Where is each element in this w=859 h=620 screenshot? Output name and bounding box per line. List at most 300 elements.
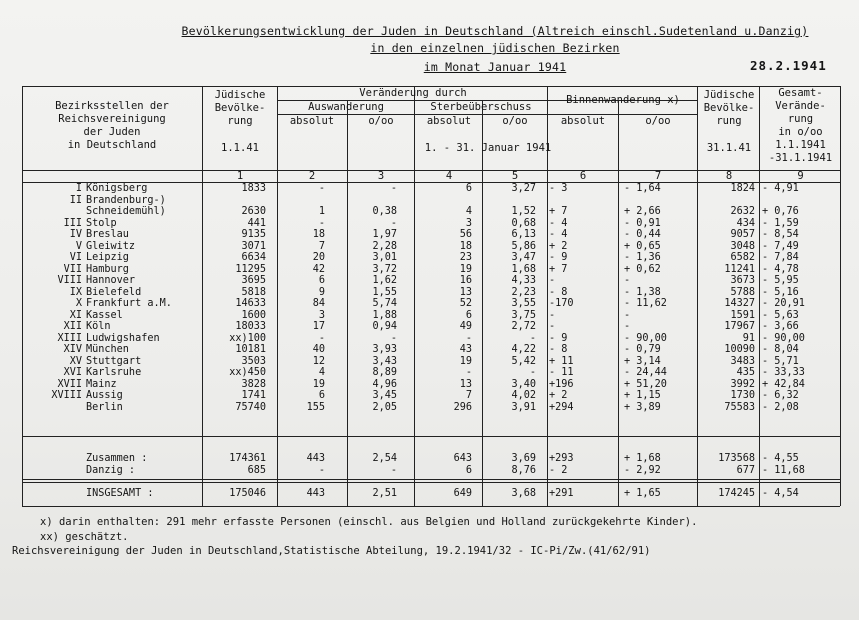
column-number: 9 (797, 170, 804, 182)
death-surplus-permille: 4,02 (511, 390, 536, 401)
emigration-permille: 5,74 (372, 298, 397, 309)
table-row (22, 275, 840, 286)
total-change: - 5,95 (762, 275, 799, 286)
internal-migration-absolute: - (549, 275, 556, 286)
emigration-absolute: 18 (312, 229, 325, 240)
total-change: - 5,71 (762, 355, 799, 367)
emigration-permille: - (390, 217, 397, 229)
internal-migration-absolute: - 8 (549, 344, 568, 355)
emigration-absolute: 40 (312, 344, 325, 355)
population-end: 435 (736, 367, 755, 378)
table-row (22, 402, 840, 413)
internal-migration-permille: - (624, 275, 631, 286)
internal-migration-permille: - 1,38 (624, 286, 661, 298)
emigration-permille: 3,45 (372, 390, 397, 401)
population-start: 11295 (235, 263, 266, 275)
rule-sum (22, 436, 840, 437)
internal-migration-absolute: - 9 (549, 332, 568, 344)
header-total-line: 1.1.1941 (775, 139, 826, 151)
header-emigration: Auswanderung (308, 101, 384, 113)
rule-total-top2 (22, 482, 840, 483)
emigration-permille: 0,38 (372, 206, 397, 217)
population-end: 173568 (718, 453, 755, 464)
death-surplus-absolute: 6 (465, 464, 472, 476)
internal-migration-absolute: - 9 (549, 252, 568, 263)
header-districts-line: Reichsvereinigung (58, 113, 166, 125)
header-total-line: -31.1.1941 (768, 152, 833, 164)
internal-migration-absolute: - 8 (549, 286, 568, 298)
population-start: 175046 (229, 488, 266, 499)
district-name: Hannover (86, 275, 136, 286)
district-number: XII (63, 321, 82, 332)
total-change: - 11,68 (762, 464, 805, 476)
internal-migration-permille: - 11,62 (624, 298, 667, 309)
total-change: - 1,59 (762, 217, 799, 229)
district-name: Ludwigshafen (86, 332, 160, 344)
death-surplus-absolute: 296 (453, 401, 472, 413)
population-end: 1730 (730, 390, 755, 401)
population-start: 18033 (235, 321, 266, 332)
emigration-absolute: 84 (312, 298, 325, 309)
district-number: VII (63, 263, 82, 275)
internal-migration-absolute: +291 (549, 488, 574, 499)
death-surplus-absolute: 43 (459, 344, 472, 355)
column-number: 5 (511, 170, 519, 182)
header-pm-1: o/oo (368, 115, 394, 127)
district-number: XVI (63, 367, 82, 378)
district-name: München (86, 344, 129, 355)
table-row (22, 333, 840, 344)
death-surplus-absolute: 49 (459, 321, 472, 332)
population-start: 6634 (241, 252, 266, 263)
header-districts (24, 100, 200, 152)
internal-migration-absolute: - (549, 309, 556, 321)
emigration-permille: 1,62 (372, 275, 397, 286)
population-end: 14327 (724, 298, 755, 309)
population-start: 9135 (241, 229, 266, 240)
death-surplus-permille: - (529, 332, 536, 344)
document-subtitle: in den einzelnen jüdischen Bezirken (370, 41, 620, 55)
district-name: Hamburg (86, 263, 129, 275)
emigration-absolute: - (318, 217, 325, 229)
total-change: - 8,04 (762, 344, 799, 355)
emigration-absolute: 3 (318, 309, 325, 321)
emigration-absolute: 6 (318, 390, 325, 401)
district-number: X (75, 298, 82, 309)
death-surplus-permille: 1,52 (511, 206, 536, 217)
internal-migration-permille: + 2,66 (624, 206, 661, 217)
internal-migration-permille: - 0,44 (624, 229, 661, 240)
column-number: 1 (236, 170, 244, 182)
total-change: - 4,55 (762, 453, 799, 464)
header-change: Veränderung durch (359, 87, 467, 99)
table-row (22, 379, 840, 390)
population-start: 1600 (241, 309, 266, 321)
death-surplus-permille: 1,68 (511, 263, 536, 275)
document-title: Bevölkerungsentwicklung der Juden in Deutschland (Altreich einschl.Sudetenland u.Danzig) (181, 24, 809, 38)
emigration-absolute: - (318, 464, 325, 476)
total-change: + 0,76 (762, 206, 799, 217)
population-end: 677 (736, 464, 755, 476)
header-pop-line: Jüdische (214, 89, 266, 101)
emigration-permille: 2,51 (372, 488, 397, 499)
column-number: 6 (579, 170, 587, 182)
population-start: 3695 (241, 275, 266, 286)
table-row (22, 321, 840, 332)
district-name: Königsberg (86, 183, 148, 194)
emigration-permille: 4,96 (372, 378, 397, 390)
total-change: - 6,32 (762, 390, 799, 401)
district-name: Aussig (86, 390, 123, 401)
internal-migration-absolute: +293 (549, 453, 574, 464)
table-row (22, 195, 840, 206)
emigration-permille: 1,97 (372, 229, 397, 240)
district-number: II (69, 194, 82, 206)
population-end: 174245 (718, 488, 755, 499)
death-surplus-absolute: 6 (465, 309, 472, 321)
population-end: 5788 (730, 286, 755, 298)
emigration-permille: - (390, 183, 397, 194)
population-end: 6582 (730, 252, 755, 263)
internal-migration-absolute: -170 (549, 298, 574, 309)
population-start: xx)450 (229, 367, 266, 378)
table-row (22, 252, 840, 263)
total-change: - 7,84 (762, 252, 799, 263)
internal-migration-absolute: +294 (549, 401, 574, 413)
death-surplus-absolute: - (465, 367, 472, 378)
death-surplus-permille: 8,76 (511, 464, 536, 476)
district-name: Frankfurt a.M. (86, 298, 172, 309)
header-abs-3: absolut (560, 115, 606, 127)
population-start: 3828 (241, 378, 266, 390)
internal-migration-permille: + 3,89 (624, 401, 661, 413)
column-number: 4 (445, 170, 453, 182)
emigration-absolute: 20 (312, 252, 325, 263)
population-start: 5818 (241, 286, 266, 298)
header-total-change (761, 87, 840, 165)
death-surplus-permille: 6,13 (511, 229, 536, 240)
district-number: I (75, 183, 82, 194)
internal-migration-permille: + 3,14 (624, 355, 661, 367)
table-row (22, 488, 840, 499)
emigration-permille: 3,72 (372, 263, 397, 275)
internal-migration-permille: - 1,64 (624, 183, 661, 194)
district-number: IX (69, 286, 82, 298)
header-population-start (204, 89, 276, 155)
district-number: V (75, 240, 82, 252)
death-surplus-permille: 3,47 (511, 252, 536, 263)
emigration-absolute: 443 (306, 453, 325, 464)
population-start: 1741 (241, 390, 266, 401)
internal-migration-permille: - (624, 309, 631, 321)
header-abs-2: absolut (426, 115, 472, 127)
district-name: Stolp (86, 217, 117, 229)
population-end: 434 (736, 217, 755, 229)
header-internal-migration: Binnenwanderung x) (566, 94, 680, 106)
footnote-source: Reichsvereinigung der Juden in Deutschland,Statistische Abteilung, 19.2.1941/32 - IC-Pi/Zw.(41/62/91) (12, 545, 651, 557)
internal-migration-permille: - 24,44 (624, 367, 667, 378)
emigration-absolute: 7 (318, 240, 325, 252)
death-surplus-permille: - (529, 367, 536, 378)
total-change: - 5,16 (762, 286, 799, 298)
emigration-permille: 8,89 (372, 367, 397, 378)
death-surplus-absolute: 16 (459, 275, 472, 286)
internal-migration-permille: + 51,20 (624, 378, 667, 390)
total-change: - 20,91 (762, 298, 805, 309)
death-surplus-permille: 5,42 (511, 355, 536, 367)
header-period: 1. - 31. Januar 1941 (424, 142, 552, 154)
death-surplus-absolute: 13 (459, 378, 472, 390)
district-number: XV (69, 355, 82, 367)
internal-migration-permille: + 1,15 (624, 390, 661, 401)
population-end: 17967 (724, 321, 755, 332)
death-surplus-absolute: 19 (459, 355, 472, 367)
internal-migration-absolute: + 7 (549, 263, 568, 275)
emigration-permille: 2,05 (372, 401, 397, 413)
death-surplus-permille: 3,27 (511, 183, 536, 194)
table-row (22, 298, 840, 309)
header-pop-line: Bevölke- (214, 102, 266, 114)
population-start: 10181 (235, 344, 266, 355)
header-districts-line: in Deutschland (67, 139, 157, 151)
internal-migration-absolute: + 11 (549, 355, 574, 367)
internal-migration-absolute: - 2 (549, 464, 568, 476)
table-row (22, 465, 840, 476)
internal-migration-permille: + 1,65 (624, 488, 661, 499)
header-total-line: in o/oo (778, 126, 823, 138)
emigration-absolute: 17 (312, 321, 325, 332)
district-name: Bielefeld (86, 286, 142, 298)
district-name: Schneidemühl) (86, 206, 166, 217)
header-total-line: Gesamt- (778, 87, 823, 99)
death-surplus-permille: 3,40 (511, 378, 536, 390)
rule-bottom (22, 506, 840, 507)
district-name: INSGESAMT : (86, 488, 154, 499)
column-number: 8 (725, 170, 733, 182)
table-row (22, 453, 840, 464)
emigration-absolute: - (318, 332, 325, 344)
population-start: 1833 (241, 183, 266, 194)
column-number: 3 (377, 170, 385, 182)
population-start: 174361 (229, 453, 266, 464)
death-surplus-permille: 5,86 (511, 240, 536, 252)
internal-migration-permille: - 0,91 (624, 217, 661, 229)
internal-migration-absolute: - (549, 321, 556, 332)
emigration-permille: 1,55 (372, 286, 397, 298)
district-number: XVII (57, 378, 82, 390)
district-number: VIII (57, 275, 82, 286)
district-name: Berlin (86, 401, 123, 413)
death-surplus-permille: 4,33 (511, 275, 536, 286)
emigration-permille: - (390, 332, 397, 344)
district-name: Breslau (86, 229, 129, 240)
footnote-x: x) darin enthalten: 291 mehr erfasste Personen (einschl. aus Belgien und Holland zurückgekehrte Kinder). (40, 516, 698, 528)
internal-migration-absolute: - 3 (549, 183, 568, 194)
internal-migration-absolute: + 2 (549, 390, 568, 401)
district-name: Gleiwitz (86, 240, 136, 252)
header-pm-2: o/oo (502, 115, 528, 127)
table-row (22, 218, 840, 229)
death-surplus-absolute: 52 (459, 298, 472, 309)
population-start: 685 (247, 464, 266, 476)
death-surplus-permille: 2,23 (511, 286, 536, 298)
table-row (22, 356, 840, 367)
column-number: 2 (308, 170, 316, 182)
population-end: 1591 (730, 309, 755, 321)
death-surplus-absolute: 6 (465, 183, 472, 194)
table-row (22, 344, 840, 355)
total-change: - 4,78 (762, 263, 799, 275)
internal-migration-permille: - 2,92 (624, 464, 661, 476)
internal-migration-permille: - (624, 321, 631, 332)
header-pop-line: Jüdische (703, 89, 755, 101)
death-surplus-absolute: - (465, 332, 472, 344)
death-surplus-absolute: 649 (453, 488, 472, 499)
table-row (22, 310, 840, 321)
total-change: - 7,49 (762, 240, 799, 252)
table-row (22, 229, 840, 240)
district-name: Karlsruhe (86, 367, 142, 378)
total-change: - 2,08 (762, 401, 799, 413)
population-start: 441 (247, 217, 266, 229)
population-start: 75740 (235, 401, 266, 413)
death-surplus-permille: 4,22 (511, 344, 536, 355)
total-change: + 42,84 (762, 378, 805, 390)
total-change: - 90,00 (762, 332, 805, 344)
population-end: 2632 (730, 206, 755, 217)
population-end: 3483 (730, 355, 755, 367)
table-row (22, 264, 840, 275)
emigration-absolute: 6 (318, 275, 325, 286)
district-name: Brandenburg-) (86, 194, 166, 206)
emigration-absolute: 9 (318, 286, 325, 298)
header-districts-line: der Juden (83, 126, 141, 138)
emigration-absolute: 155 (306, 401, 325, 413)
rule-v10 (840, 86, 841, 506)
emigration-permille: 3,93 (372, 344, 397, 355)
district-name: Danzig : (86, 464, 136, 476)
death-surplus-absolute: 4 (465, 206, 472, 217)
population-start: 3071 (241, 240, 266, 252)
population-start: 14633 (235, 298, 266, 309)
district-number: XIV (63, 344, 82, 355)
district-number: XI (69, 309, 82, 321)
district-number: IV (69, 229, 82, 240)
internal-migration-absolute: + 2 (549, 240, 568, 252)
death-surplus-absolute: 3 (465, 217, 472, 229)
death-surplus-absolute: 18 (459, 240, 472, 252)
internal-migration-permille: - 0,79 (624, 344, 661, 355)
internal-migration-absolute: + 7 (549, 206, 568, 217)
column-number: 7 (654, 170, 662, 182)
population-end: 9057 (730, 229, 755, 240)
death-surplus-absolute: 13 (459, 286, 472, 298)
district-number: XVIII (51, 390, 82, 401)
emigration-absolute: 4 (318, 367, 325, 378)
internal-migration-absolute: - 11 (549, 367, 574, 378)
emigration-absolute: 19 (312, 378, 325, 390)
header-total-line: Verände- (775, 100, 826, 112)
table-row (22, 206, 840, 217)
population-start: 3503 (241, 355, 266, 367)
population-end: 91 (742, 332, 755, 344)
emigration-absolute: - (318, 183, 325, 194)
emigration-absolute: 12 (312, 355, 325, 367)
footnote-xx: xx) geschätzt. (40, 531, 129, 543)
death-surplus-absolute: 19 (459, 263, 472, 275)
district-name: Leipzig (86, 252, 129, 263)
district-number: VI (69, 252, 82, 263)
population-end: 3048 (730, 240, 755, 252)
header-death-surplus: Sterbeüberschuss (430, 101, 532, 113)
district-name: Stuttgart (86, 355, 142, 367)
district-name: Köln (86, 321, 111, 332)
table-row (22, 390, 840, 401)
district-name: Mainz (86, 378, 117, 390)
internal-migration-permille: + 1,68 (624, 453, 661, 464)
population-end: 1824 (730, 183, 755, 194)
population-start: 2630 (241, 206, 266, 217)
death-surplus-absolute: 7 (465, 390, 472, 401)
district-name: Zusammen : (86, 453, 148, 464)
internal-migration-absolute: +196 (549, 378, 574, 390)
rule-total-top (22, 479, 840, 480)
header-pm-3: o/oo (645, 115, 671, 127)
population-end: 3992 (730, 378, 755, 390)
total-change: - 8,54 (762, 229, 799, 240)
header-pop-date: 1.1.41 (221, 142, 259, 154)
date-stamp: 28.2.1941 (750, 58, 827, 73)
internal-migration-permille: + 0,62 (624, 263, 661, 275)
document-period: im Monat Januar 1941 (423, 60, 567, 74)
death-surplus-permille: 3,75 (511, 309, 536, 321)
table-row (22, 367, 840, 378)
table-row (22, 287, 840, 298)
death-surplus-absolute: 56 (459, 229, 472, 240)
emigration-permille: 1,88 (372, 309, 397, 321)
district-number: III (63, 217, 82, 229)
death-surplus-absolute: 23 (459, 252, 472, 263)
total-change: - 4,54 (762, 488, 799, 499)
death-surplus-permille: 0,68 (511, 217, 536, 229)
internal-migration-absolute: - 4 (549, 229, 568, 240)
population-end: 11241 (724, 263, 755, 275)
total-change: - 3,66 (762, 321, 799, 332)
population-end: 75583 (724, 401, 755, 413)
emigration-permille: 0,94 (372, 321, 397, 332)
emigration-permille: 2,54 (372, 453, 397, 464)
death-surplus-permille: 3,69 (511, 453, 536, 464)
internal-migration-permille: + 0,65 (624, 240, 661, 252)
district-name: Kassel (86, 309, 123, 321)
emigration-permille: 2,28 (372, 240, 397, 252)
death-surplus-permille: 3,55 (511, 298, 536, 309)
header-population-end (699, 89, 759, 155)
table-row (22, 183, 840, 194)
header-abs-1: absolut (289, 115, 335, 127)
death-surplus-absolute: 643 (453, 453, 472, 464)
header-pop-line: Bevölke- (703, 102, 755, 114)
population-end: 3673 (730, 275, 755, 286)
district-number: XIII (57, 332, 82, 344)
header-pop-line: rung (227, 115, 253, 127)
emigration-permille: 3,01 (372, 252, 397, 263)
header-total-line: rung (787, 113, 814, 125)
death-surplus-permille: 3,91 (511, 401, 536, 413)
emigration-absolute: 1 (318, 206, 325, 217)
header-districts-line: Bezirksstellen der (55, 100, 169, 112)
header-pop-date: 31.1.41 (706, 142, 752, 154)
